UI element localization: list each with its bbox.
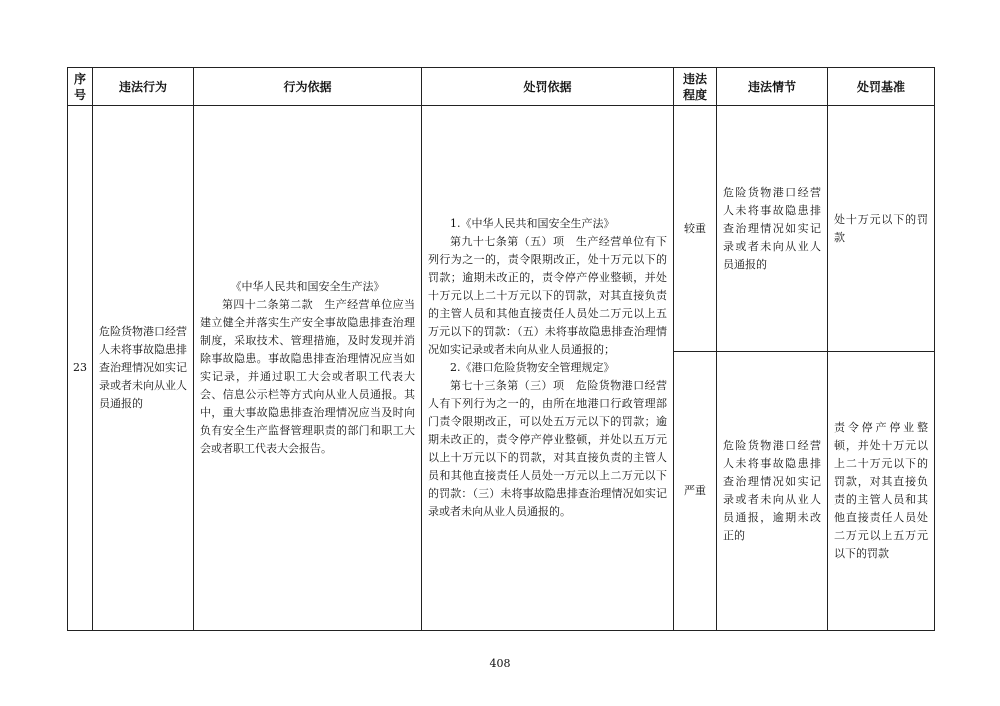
page-number: 408 bbox=[489, 657, 511, 670]
benchmark-level-2: 责令停产停业整顿，并处十万元以上二十万元以下的罚款，对其直接负责的主管人员和其他直接责任人员处二万元以上五万元以下的罚款 bbox=[828, 352, 935, 631]
basis-law-text: 第四十二条第二款 生产经营单位应当建立健全并落实生产安全事故隐患排查治理制度，采取技术、管理措施，及时发现并消除事故隐患。事故隐患排查治理情况应当如实记录，并通过职工大会或者职工代表大会、信息公示栏等方式向从业人员通报。其中，重大事故隐患排查治理情况应当及时向负有安全生产监督管理职责的部门和职工大会或者职工代表大会报告。 bbox=[200, 298, 415, 455]
penalty-law2-text: 第七十三条第（三）项 危险货物港口经营人有下列行为之一的，由所在地港口行政管理部门责令限期改正，可以处五万元以下的罚款；逾期未改正的，责令停产停业整顿，并处以五万元以上十万元以下的罚款，对其直接负责的主管人员和其他直接责任人员处一万元以上二万元以下的罚款：（三）未将事故隐患排查治理情况如实记录或者未向从业人员通报的。 bbox=[428, 379, 667, 518]
degree-level-2: 严重 bbox=[674, 352, 717, 631]
benchmark-level-1: 处十万元以下的罚款 bbox=[828, 106, 935, 352]
row-seq: 23 bbox=[68, 106, 93, 631]
circumstance-level-1: 危险货物港口经营人未将事故隐患排查治理情况如实记录或者未向从业人员通报的 bbox=[717, 106, 828, 352]
penalty-law2-title: 2.《港口危险货物安全管理规定》 bbox=[450, 361, 615, 374]
violation-act: 危险货物港口经营人未将事故隐患排查治理情况如实记录或者未向从业人员通报的 bbox=[93, 106, 194, 631]
penalty-law1-text: 第九十七条第（五）项 生产经营单位有下列行为之一的，责令限期改正，处十万元以下的罚款；逾期未改正的，责令停产停业整顿，并处十万元以上二十万元以下的罚款，对其直接负责的主管人员和其他直接责任人员处二万元以上五万元以下的罚款：（五）未将事故隐患排查治理情况如实记录或者未向从业人员通报的； bbox=[428, 235, 667, 356]
degree-level-1: 较重 bbox=[674, 106, 717, 352]
table-row bbox=[68, 106, 935, 352]
header-act: 违法行为 bbox=[93, 68, 194, 106]
behavior-basis bbox=[194, 106, 422, 631]
penalty-basis bbox=[422, 106, 674, 631]
header-benchmark: 处罚基准 bbox=[828, 68, 935, 106]
penalty-table bbox=[67, 67, 935, 631]
header-row bbox=[68, 68, 935, 106]
circumstance-level-2: 危险货物港口经营人未将事故隐患排查治理情况如实记录或者未向从业人员通报，逾期未改正的 bbox=[717, 352, 828, 631]
penalty-law1-title: 1.《中华人民共和国安全生产法》 bbox=[450, 217, 615, 230]
header-seq: 序号 bbox=[68, 68, 93, 106]
header-basis: 行为依据 bbox=[194, 68, 422, 106]
header-degree: 违法程度 bbox=[674, 68, 717, 106]
header-circumstance: 违法情节 bbox=[717, 68, 828, 106]
basis-law-title: 《中华人民共和国安全生产法》 bbox=[230, 280, 385, 293]
header-penalty-basis: 处罚依据 bbox=[422, 68, 674, 106]
